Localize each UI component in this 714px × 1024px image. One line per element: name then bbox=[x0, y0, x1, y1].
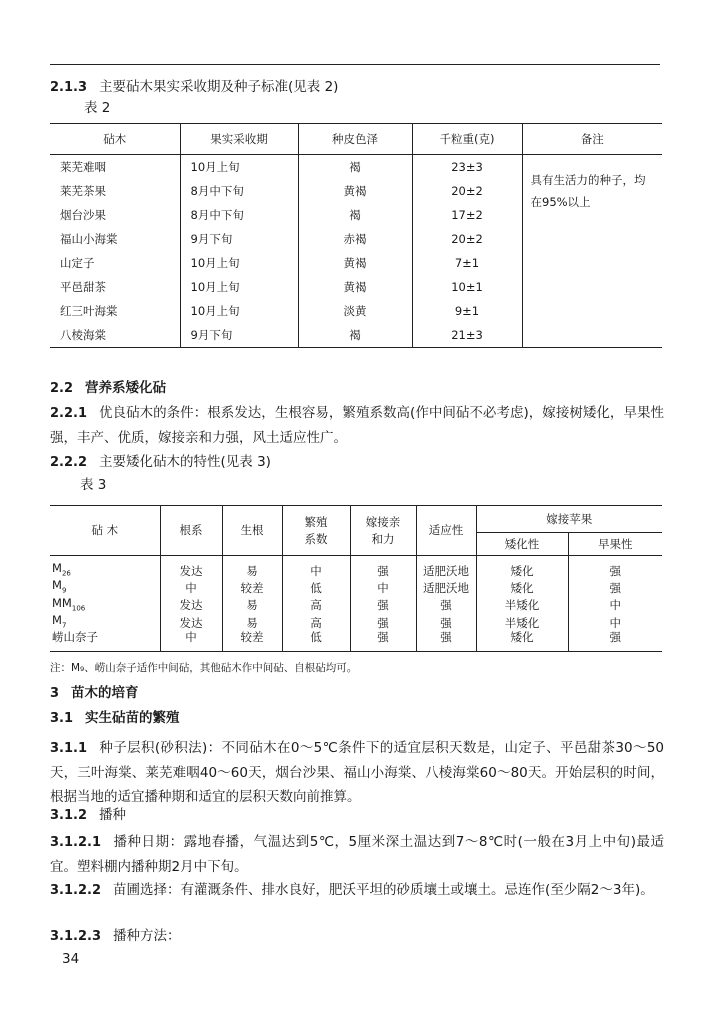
table-cell: 半矮化 bbox=[476, 614, 568, 631]
table-cell: 中 bbox=[160, 631, 222, 652]
table-cell: 较差 bbox=[222, 579, 282, 596]
table-row bbox=[50, 556, 662, 580]
table-cell: 强 bbox=[350, 597, 416, 614]
table-cell: 易 bbox=[222, 614, 282, 631]
header-rule bbox=[50, 64, 660, 65]
table2-header-row bbox=[50, 124, 662, 155]
table-cell: 10月上旬 bbox=[180, 299, 298, 323]
table-cell: 强 bbox=[568, 556, 662, 580]
table-cell: 强 bbox=[350, 556, 416, 580]
rootstock-name: M bbox=[52, 578, 62, 593]
table3-header-cell: 砧 木 bbox=[50, 506, 160, 556]
table3-footnote: 注：M₉、崂山奈子适作中间砧，其他砧木作中间砧、自根砧均可。 bbox=[50, 662, 358, 674]
rootstock-name: M bbox=[52, 561, 62, 575]
section-number: 3.1.2.3 bbox=[50, 929, 101, 944]
rootstock-subscript: 7 bbox=[61, 621, 67, 630]
table-cell: 易 bbox=[222, 556, 282, 580]
section-2-2-2-heading bbox=[50, 453, 271, 472]
paragraph-text: 播种日期：露地春播，气温达到5℃，5厘米深土温达到7～8℃时(一般在3月上中旬)最适宜。塑料棚内播种期2月中下旬。 bbox=[50, 834, 664, 875]
rootstock-name: M bbox=[52, 612, 62, 627]
table-cell: 中 bbox=[160, 579, 222, 596]
table-cell: 莱芜茶果 bbox=[60, 184, 106, 198]
table-cell: 淡黄 bbox=[298, 299, 412, 323]
table-cell: 红三叶海棠 bbox=[60, 304, 118, 318]
table-cell: 10月上旬 bbox=[180, 155, 298, 180]
section-title: 主要矮化砧木的特性(见表 3) bbox=[99, 454, 271, 470]
table-cell: 9月下旬 bbox=[180, 227, 298, 251]
table-cell: 强 bbox=[350, 614, 416, 631]
table-row bbox=[50, 155, 662, 180]
table-cell: 福山小海棠 bbox=[60, 232, 118, 246]
table-cell: 低 bbox=[282, 631, 350, 652]
table3-header-cell bbox=[282, 506, 350, 556]
section-3-1-heading bbox=[50, 709, 180, 728]
table-cell bbox=[50, 597, 160, 614]
header-line: 系数 bbox=[304, 531, 328, 546]
section-number: 3.1.2.1 bbox=[50, 835, 101, 850]
table-cell: 17±2 bbox=[412, 203, 522, 227]
table-cell: 10月上旬 bbox=[180, 275, 298, 299]
table-cell: 平邑甜茶 bbox=[60, 280, 106, 294]
table3-header-cell: 根系 bbox=[160, 506, 222, 556]
paragraph-text: 苗圃选择：有灌溉条件、排水良好，肥沃平坦的砂质壤土或壤土。忌连作(至少隔2～3年)。 bbox=[113, 882, 654, 898]
table-cell: 高 bbox=[282, 597, 350, 614]
table2-header-cell: 备注 bbox=[522, 124, 662, 155]
rootstock-subscript: 106 bbox=[71, 603, 86, 612]
table2-header-cell: 种皮色泽 bbox=[298, 124, 412, 155]
table-cell: 矮化 bbox=[476, 556, 568, 580]
table-cell: 8月中下旬 bbox=[180, 179, 298, 203]
paragraph-text: 优良砧木的条件：根系发达，生根容易，繁殖系数高(作中间砧不必考虑)，嫁接树矮化，早果性强，丰产、优质，嫁接亲和力强，风土适应性广。 bbox=[50, 405, 664, 446]
section-title: 实生砧苗的繁殖 bbox=[85, 710, 180, 726]
table-cell: 适肥沃地 bbox=[416, 556, 476, 580]
table-cell: 莱芜难咽 bbox=[60, 160, 106, 174]
table-cell: 中 bbox=[568, 614, 662, 631]
section-title: 播种方法： bbox=[113, 928, 181, 944]
table-cell: 八棱海棠 bbox=[60, 328, 106, 342]
table-cell: 黄褐 bbox=[298, 275, 412, 299]
section-3-1-2-1-paragraph bbox=[50, 830, 664, 879]
section-number: 2.2.1 bbox=[50, 406, 88, 421]
table-cell bbox=[50, 556, 160, 580]
table2-note: 具有生活力的种子，均在95%以上 bbox=[522, 155, 662, 348]
table2-header-cell: 果实采收期 bbox=[180, 124, 298, 155]
table-cell: 中 bbox=[568, 597, 662, 614]
table-cell: 发达 bbox=[160, 556, 222, 580]
header-line: 嫁接亲 bbox=[365, 514, 401, 529]
table-cell: 强 bbox=[416, 597, 476, 614]
section-3-1-1-paragraph bbox=[50, 736, 664, 809]
table-cell: 高 bbox=[282, 614, 350, 631]
table-cell: 半矮化 bbox=[476, 597, 568, 614]
table-cell: 强 bbox=[416, 631, 476, 652]
table-cell: 褐 bbox=[298, 155, 412, 180]
header-line: 繁殖 bbox=[304, 514, 328, 529]
table-cell: 发达 bbox=[160, 597, 222, 614]
section-3-1-2-3-heading bbox=[50, 927, 181, 946]
section-number: 3.1 bbox=[50, 711, 74, 726]
table2-header-cell: 千粒重(克) bbox=[412, 124, 522, 155]
table-cell bbox=[50, 631, 160, 652]
table-cell: 矮化 bbox=[476, 579, 568, 596]
section-2-2-1-paragraph bbox=[50, 401, 664, 450]
table-cell: 23±3 bbox=[412, 155, 522, 180]
table-cell: 强 bbox=[416, 614, 476, 631]
table-row bbox=[50, 631, 662, 652]
table-cell: 发达 bbox=[160, 614, 222, 631]
table-cell: 7±1 bbox=[412, 251, 522, 275]
table-cell: 中 bbox=[350, 579, 416, 596]
table-cell: 矮化 bbox=[476, 631, 568, 652]
rootstock-name: MM bbox=[52, 595, 72, 610]
section-number: 3.1.2.2 bbox=[50, 883, 101, 898]
table3-header-cell: 生根 bbox=[222, 506, 282, 556]
section-title: 营养系矮化砧 bbox=[85, 380, 167, 396]
table3-header-group: 嫁接苹果 bbox=[476, 506, 662, 533]
rootstock-subscript: 26 bbox=[61, 569, 71, 578]
section-number: 2.2 bbox=[50, 381, 74, 396]
table-cell: 强 bbox=[350, 631, 416, 652]
table-cell: 易 bbox=[222, 597, 282, 614]
table-cell bbox=[50, 614, 160, 631]
section-3-1-2-heading bbox=[50, 806, 126, 825]
table-cell: 9±1 bbox=[412, 299, 522, 323]
page-number: 34 bbox=[62, 951, 80, 967]
table-cell: 烟台沙果 bbox=[60, 208, 106, 222]
section-title: 播种 bbox=[99, 807, 127, 823]
table3-header-row bbox=[50, 506, 662, 533]
table2-caption: 表 2 bbox=[84, 100, 111, 116]
header-line: 和力 bbox=[371, 531, 395, 546]
table3-header-cell bbox=[350, 506, 416, 556]
table-cell: 强 bbox=[568, 579, 662, 596]
table-cell: 适肥沃地 bbox=[416, 579, 476, 596]
table-cell: 强 bbox=[568, 631, 662, 652]
table-cell: 低 bbox=[282, 579, 350, 596]
section-title: 主要砧木果实采收期及种子标准(见表 2) bbox=[99, 79, 339, 95]
table3-header-cell: 适应性 bbox=[416, 506, 476, 556]
table-row bbox=[50, 614, 662, 631]
section-2-1-3-heading bbox=[50, 78, 338, 97]
section-number: 2.1.3 bbox=[50, 80, 88, 95]
table-cell: 较差 bbox=[222, 631, 282, 652]
section-2-2-heading bbox=[50, 379, 166, 398]
table-cell: 褐 bbox=[298, 323, 412, 348]
section-3-heading bbox=[50, 684, 139, 703]
section-number: 3 bbox=[50, 686, 60, 701]
table-cell: 褐 bbox=[298, 203, 412, 227]
section-3-1-2-2-paragraph bbox=[50, 878, 664, 903]
table-cell: 20±2 bbox=[412, 179, 522, 203]
table-row bbox=[50, 579, 662, 596]
table3 bbox=[50, 505, 662, 652]
table-cell: 21±3 bbox=[412, 323, 522, 348]
section-number: 3.1.2 bbox=[50, 808, 88, 823]
table-cell: 赤褐 bbox=[298, 227, 412, 251]
table-cell: 8月中下旬 bbox=[180, 203, 298, 227]
section-number: 3.1.1 bbox=[50, 741, 88, 756]
paragraph-text: 种子层积(砂积法)：不同砧木在0～5℃条件下的适宜层积天数是，山定子、平邑甜茶30～50天，三叶海棠、莱芜难咽40～60天，烟台沙果、福山小海棠、八棱海棠60～80天。开始层积的时间，根据当地的适宜播种期和适宜的层积天数向前推算。 bbox=[50, 740, 664, 805]
table-cell: 山定子 bbox=[60, 256, 95, 270]
table-cell: 黄褐 bbox=[298, 179, 412, 203]
rootstock-name: 崂山奈子 bbox=[52, 630, 98, 645]
table3-header-cell: 矮化性 bbox=[476, 533, 568, 556]
table3-caption: 表 3 bbox=[80, 477, 107, 493]
table2 bbox=[50, 123, 662, 348]
table-cell bbox=[50, 579, 160, 596]
table-cell: 20±2 bbox=[412, 227, 522, 251]
rootstock-subscript: 9 bbox=[61, 586, 67, 595]
table-cell: 10±1 bbox=[412, 275, 522, 299]
table-row bbox=[50, 597, 662, 614]
table3-header-cell: 早果性 bbox=[568, 533, 662, 556]
section-title: 苗木的培育 bbox=[71, 685, 139, 701]
section-number: 2.2.2 bbox=[50, 455, 88, 470]
table-cell: 10月上旬 bbox=[180, 251, 298, 275]
table2-header-cell: 砧木 bbox=[50, 124, 180, 155]
table-cell: 中 bbox=[282, 556, 350, 580]
table-cell: 9月下旬 bbox=[180, 323, 298, 348]
table-cell: 黄褐 bbox=[298, 251, 412, 275]
